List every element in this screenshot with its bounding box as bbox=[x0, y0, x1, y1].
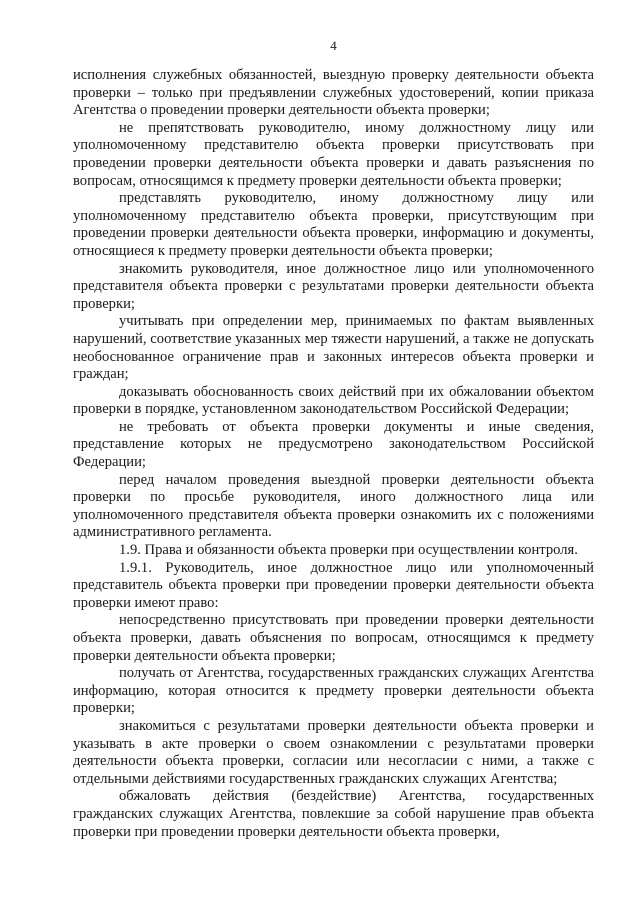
paragraph-continuation: исполнения служебных обязанностей, выездную проверку деятельности объекта проверки – только при предъявлении служебных удостоверений, копии приказа Агентства о проведении проверки деятельности объекта проверки; bbox=[73, 67, 594, 119]
paragraph: не требовать от объекта проверки документы и иные сведения, представление которых не предусмотрено законодательством Российской Федерации; bbox=[73, 418, 594, 471]
paragraph: не препятствовать руководителю, иному должностному лицу или уполномоченному представителю объекта проверки присутствовать при проведении проверки деятельности объекта проверки и давать разъяснения по вопросам, относящимся к предмету проверки деятельности объекта проверки; bbox=[73, 119, 594, 189]
paragraph: 1.9.1. Руководитель, иное должностное лицо или уполномоченный представитель объекта проверки при проведении проверки деятельности объекта проверки имеют право: bbox=[73, 559, 594, 611]
paragraph: представлять руководителю, иному должностному лицу или уполномоченному представителю объекта проверки, присутствующим при проведении проверки деятельности объекта проверки, информацию и документы, относящиеся к предмету проверки деятельности объекта проверки; bbox=[73, 190, 594, 259]
section-heading: 1.9. Права и обязанности объекта проверки при осуществлении контроля. bbox=[119, 542, 578, 559]
paragraph: обжаловать действия (бездействие) Агентства, государственных гражданских служащих Агентства, повлекшие за собой нарушение прав объекта проверки при проведении проверки деятельности объекта проверки, bbox=[73, 788, 594, 840]
paragraph: учитывать при определении мер, принимаемых по фактам выявленных нарушений, соответствие указанных мер тяжести нарушений, а также не допускать необоснованное ограничение прав и законных интересов объекта проверки и граждан; bbox=[73, 313, 594, 383]
paragraph: непосредственно присутствовать при проведении проверки деятельности объекта проверки, давать объяснения по вопросам, относящимся к предмету проверки деятельности объекта проверки; bbox=[73, 612, 594, 664]
paragraph: перед началом проведения выездной проверки деятельности объекта проверки по просьбе руководителя, иного должностного лица или уполномоченного представителя объекта проверки ознакомить их с положениями административного регламента. bbox=[73, 471, 594, 541]
paragraph: знакомить руководителя, иное должностное лицо или уполномоченного представителя объекта проверки с результатами проверки деятельности объекта проверки; bbox=[73, 260, 594, 312]
paragraph: получать от Агентства, государственных гражданских служащих Агентства информацию, которая относится к предмету проверки деятельности объекта проверки; bbox=[73, 665, 594, 717]
paragraph: доказывать обоснованность своих действий при их обжаловании объектом проверки в порядке, установленном законодательством Российской Федерации; bbox=[73, 383, 594, 418]
page-number: 4 bbox=[330, 38, 337, 53]
paragraph: знакомиться с результатами проверки деятельности объекта проверки и указывать в акте проверки о своем ознакомлении с результатами проверки деятельности объекта проверки, согласии или несогласии с ними, а также с отдельными действиями государственных гражданских служащих Агентства; bbox=[73, 717, 594, 787]
